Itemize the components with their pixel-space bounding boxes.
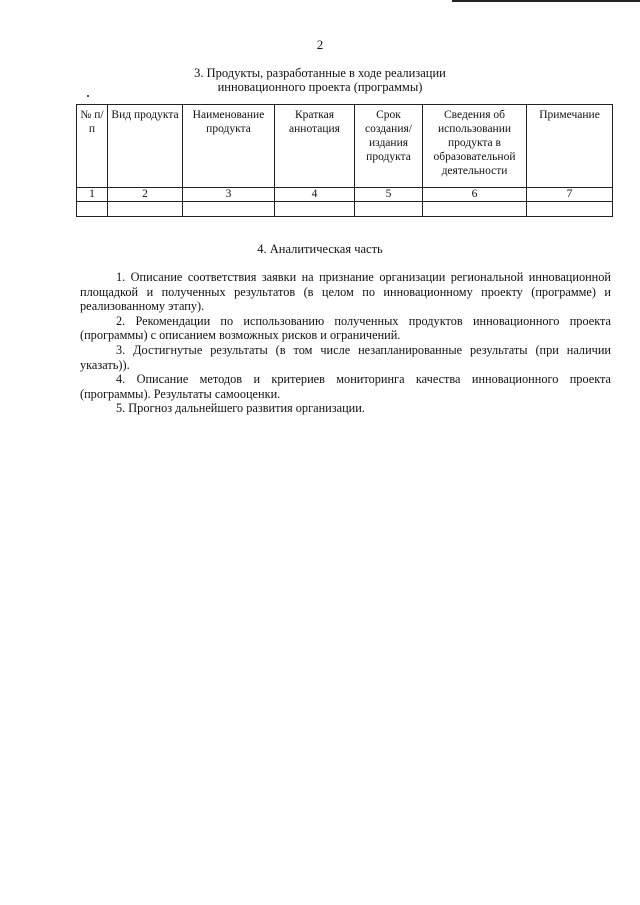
empty-cell: [423, 202, 527, 217]
scan-dot: [87, 95, 89, 97]
column-number-cell: 3: [183, 188, 275, 202]
column-number-cell: 7: [527, 188, 613, 202]
list-item: 1. Описание соответствия заявки на признание организации региональной инновационной площадкой и полученных результатов (в целом по инновационному проекту (программе) и реализованному этапу).: [80, 270, 611, 314]
section-3-title-line-2: инновационного проекта (программы): [217, 80, 423, 94]
column-number-cell: 1: [77, 188, 108, 202]
section-3-title-line-1: 3. Продукты, разработанные в ходе реализации: [194, 66, 446, 80]
top-edge-line: [452, 0, 640, 2]
header-cell-annotation: Краткая аннотация: [275, 105, 355, 188]
column-number-cell: 6: [423, 188, 527, 202]
column-number-cell: 2: [108, 188, 183, 202]
empty-cell: [275, 202, 355, 217]
page-number: 2: [316, 37, 324, 52]
header-cell-note: Примечание: [527, 105, 613, 188]
list-item: 5. Прогноз дальнейшего развития организации.: [116, 401, 365, 416]
table-row: [77, 188, 613, 202]
section-3-title: [0, 66, 640, 94]
header-cell-usage-info: Сведения об использовании продукта в образовательной деятельности: [423, 105, 527, 188]
list-item: 3. Достигнутые результаты (в том числе незапланированные результаты (при наличии указать)).: [80, 342, 611, 372]
section-4-body: [80, 270, 611, 416]
list-item: 4. Описание методов и критериев мониторинга качества инновационного проекта (программы). Результаты самооценки.: [80, 372, 611, 401]
empty-cell: [183, 202, 275, 217]
header-cell-product-name: Наименование продукта: [183, 105, 275, 188]
list-item: 2. Рекомендации по использованию полученных продуктов инновационного проекта (программы) с описанием возможных рисков и ограничений.: [80, 313, 611, 343]
products-table: [76, 104, 613, 217]
header-cell-number: № п/п: [77, 105, 108, 188]
empty-cell: [527, 202, 613, 217]
column-number-cell: 5: [355, 188, 423, 202]
column-number-cell: 4: [275, 188, 355, 202]
header-cell-product-type: Вид продукта: [108, 105, 183, 188]
empty-cell: [108, 202, 183, 217]
empty-cell: [77, 202, 108, 217]
section-4-title: 4. Аналитическая часть: [257, 242, 383, 256]
table-header-row: [77, 105, 613, 188]
header-cell-creation-date: Срок создания/ издания продукта: [355, 105, 423, 188]
table-row: [77, 202, 613, 217]
empty-cell: [355, 202, 423, 217]
